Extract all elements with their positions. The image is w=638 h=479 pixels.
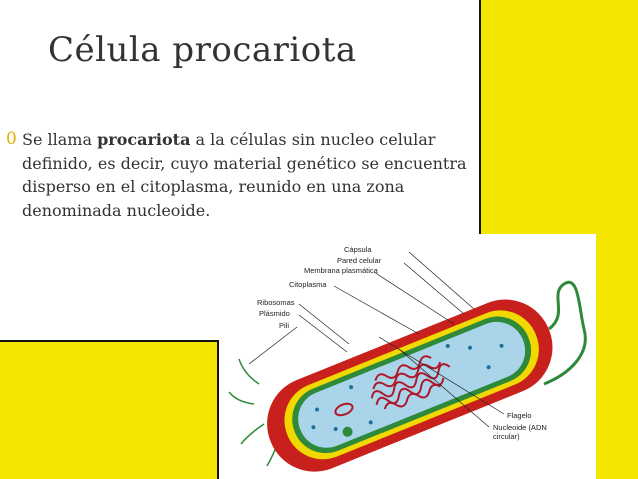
bullet-marker: 0	[6, 129, 17, 149]
decorative-yellow-panel-left	[0, 340, 219, 479]
paragraph-text-end: a la células sin nucleo celular definido, es decir, cuyo material genético se encuentra disperso en el citoplasma, reunido en una zona denominada nucleoide.	[22, 130, 467, 220]
label-membrana-plasmatica: Membrana plasmática	[304, 266, 378, 275]
label-ribosomas: Ribosomas	[257, 298, 295, 307]
label-pared-celular: Pared celular	[337, 256, 382, 265]
paragraph-text-start: Se llama	[22, 130, 98, 149]
label-citoplasma: Citoplasma	[289, 280, 327, 289]
label-flagelo: Flagelo	[507, 411, 532, 420]
prokaryotic-cell-diagram	[219, 234, 596, 479]
label-nucleoide-line1: Nucleoide (ADN	[493, 423, 547, 432]
label-nucleoide-line2: circular)	[493, 432, 520, 441]
body-paragraph	[4, 128, 484, 222]
label-pili: Pili	[279, 321, 290, 330]
slide-title: Célula procariota	[48, 30, 357, 70]
label-capsula: Cápsula	[344, 245, 372, 254]
paragraph-bold-term: procariota	[97, 130, 191, 149]
cell-illustration	[219, 234, 596, 479]
label-plasmido: Plásmido	[259, 309, 290, 318]
